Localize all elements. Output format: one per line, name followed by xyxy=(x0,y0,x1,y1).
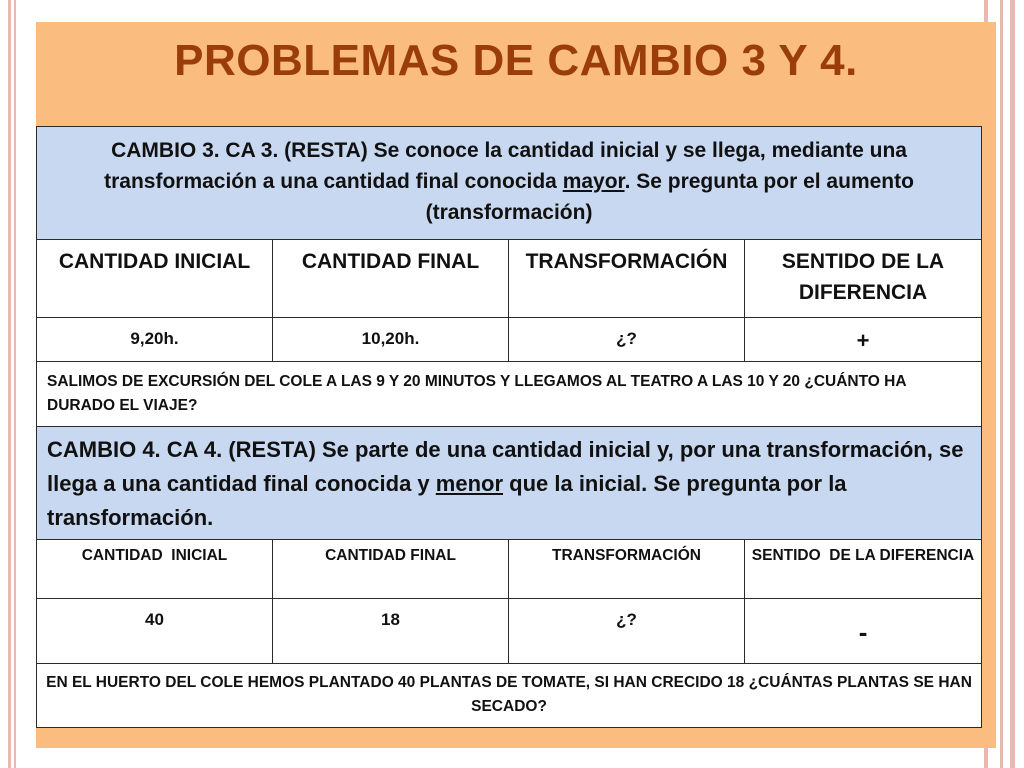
left-stripe-2 xyxy=(14,0,16,768)
cambio4-header-transformacion: TRANSFORMACIÓN xyxy=(509,540,745,599)
left-stripe-1 xyxy=(8,0,11,768)
cambio4-value-inicial: 40 xyxy=(37,599,273,664)
cambio3-desc-post: . Se pregunta por el aumento (transformación) xyxy=(425,170,914,224)
cambio4-value-sentido: - xyxy=(745,599,982,664)
cambio3-value-inicial: 9,20h. xyxy=(37,318,273,362)
cambio3-desc-pre: CAMBIO 3. CA 3. (RESTA) Se conoce la cantidad inicial y se llega, mediante una transformación a una cantidad final conocida xyxy=(104,139,907,193)
cambio3-value-sentido: + xyxy=(745,318,982,362)
cambio3-header-transformacion xyxy=(509,240,745,318)
cambio4-desc-pre: CAMBIO 4. CA 4. (RESTA) Se parte de una cantidad inicial y, por una transformación, se llega a una cantidad final conocida y xyxy=(47,437,964,496)
cambio3-problem: SALIMOS DE EXCURSIÓN DEL COLE A LAS 9 Y 20 MINUTOS Y LLEGAMOS AL TEATRO A LAS 10 Y 20 ¿CUÁNTO HA DURADO EL VIAJE? xyxy=(37,362,982,427)
cambio4-value-final: 18 xyxy=(273,599,509,664)
cambio3-value-transformacion: ¿? xyxy=(509,318,745,362)
cambio3-header-final: CANTIDAD FINAL xyxy=(273,240,509,318)
cambio4-header-final: CANTIDAD FINAL xyxy=(273,540,509,599)
cambio3-header-inicial: CANTIDAD INICIAL xyxy=(37,240,273,318)
cambio4-problem: EN EL HUERTO DEL COLE HEMOS PLANTADO 40 PLANTAS DE TOMATE, SI HAN CRECIDO 18 ¿CUÁNTAS PLANTAS SE HAN SECADO? xyxy=(37,664,982,728)
right-stripe-2 xyxy=(1000,0,1003,768)
cambio4-header-sentido: SENTIDO DE LA DIFERENCIA xyxy=(745,540,982,599)
cambio4-header-inicial: CANTIDAD INICIAL xyxy=(37,540,273,599)
page-title: PROBLEMAS DE CAMBIO 3 Y 4. xyxy=(174,36,858,85)
cambio4-value-transformacion: ¿? xyxy=(509,599,745,664)
problems-table xyxy=(36,126,982,728)
cambio4-description xyxy=(37,427,982,540)
cambio3-description xyxy=(37,127,982,240)
cambio3-header-sentido: SENTIDO DE LA DIFERENCIA xyxy=(745,240,982,318)
cambio3-header-transformacion-text: TRANSFORMACIÓN xyxy=(525,250,728,273)
cambio3-desc-emph: mayor xyxy=(562,170,625,193)
cambio4-desc-emph: menor xyxy=(435,471,504,496)
right-stripe-3 xyxy=(1010,0,1015,768)
cambio3-value-final: 10,20h. xyxy=(273,318,509,362)
cambio4-desc-post: que la inicial. Se pregunta por la transformación. xyxy=(47,471,847,530)
